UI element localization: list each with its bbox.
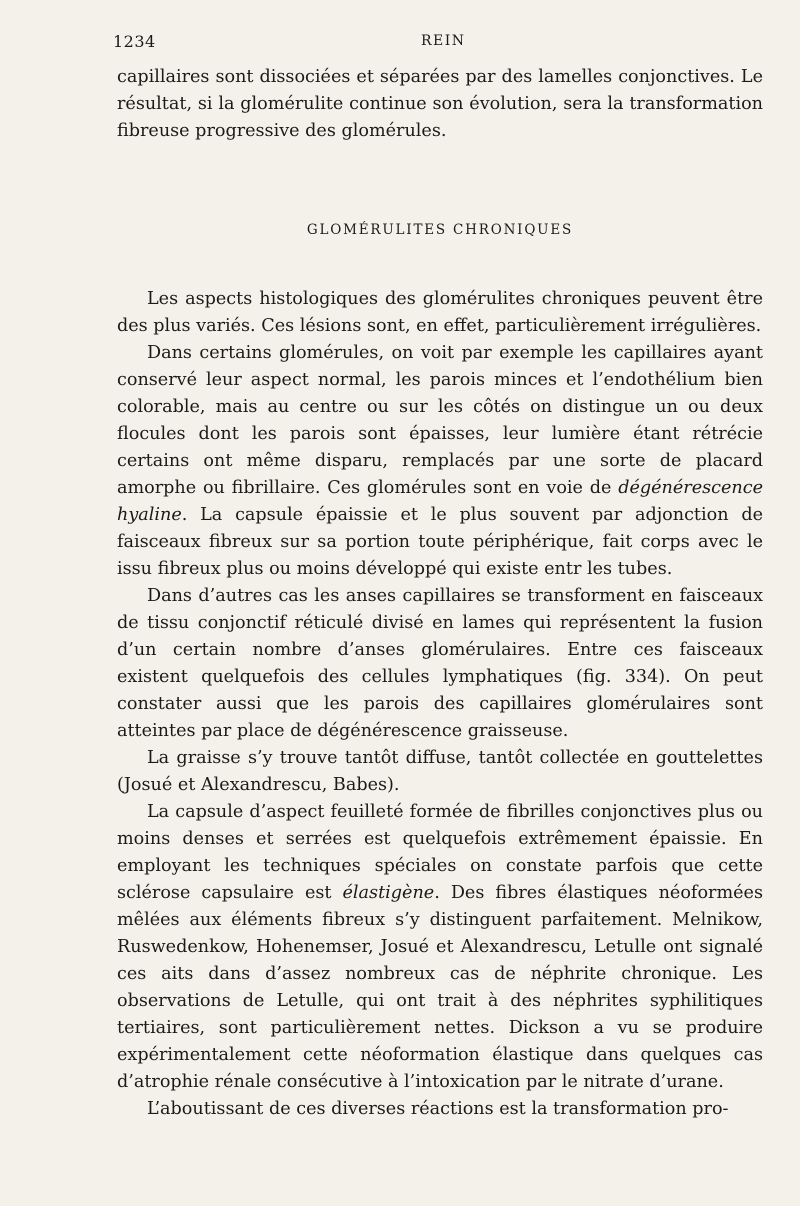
italic-term-hyaline: dégénérescence hyaline [117,478,763,525]
continued-paragraph: capillaires sont dissociées et séparées par des lamelles conjonctives. Le résultat, si la glomérulite continue son évolution, sera la transformation fibreuse progressive des glomérules. [117,67,763,141]
paragraph-conclusion: L’aboutissant de ces diverses réactions est la transformation pro- [147,1099,729,1119]
paragraph-text: . Des fibres élastiques néoformées mêlées aux éléments fibreux s’y distinguent parfaitement. Melnikow, Ruswedenkow, Hohenemser, Josué et Alexandrescu, Letulle ont signalé ces aits dans d’assez nombreux cas de néphrite chronique. Les observations de Letulle, qui ont trait à des néphrites syphilitiques tertiaires, sont particulièrement nettes. Dickson a vu se produire expérimentalement cette néoformation élastique dans quelques cas d’atrophie rénale consécutive à l’intoxication par le nitrate d’urane. [117,883,763,1092]
italic-term-elastigene: élastigène [342,883,435,903]
paragraph-fat: La graisse s’y trouve tantôt diffuse, tantôt collectée en gouttelettes (Josué et Alexandrescu, Babes). [117,748,763,795]
paragraph-text: La capsule d’aspect feuilleté formée de fibrilles conjonctives plus ou moins denses et serrées est quelquefois extrêmement épaissie. En employant les techniques spéciales on constate parfois que cette sclérose capsulaire est [117,802,763,903]
body-text [117,64,763,1123]
paragraph-histological-aspects: Les aspects histologiques des glomérulites chroniques peuvent être des plus variés. Ces lésions sont, en effet, particulièrement irrégulières. [117,289,763,336]
page-header [113,32,763,54]
paragraph-capillary-loops: Dans d’autres cas les anses capillaires se transforment en faisceaux de tissu conjonctif réticulé divisé en lames qui représentent la fusion d’un certain nombre d’anses glomérulaires. Entre ces faisceaux existent quelquefois des cellules lymphatiques (fig. 334). On peut constater aussi que les parois des capillaires glomérulaires sont atteintes par place de dégénérescence graisseuse. [117,586,763,741]
paragraph-capsule [117,799,763,1096]
paragraph-hyaline-degeneration [117,340,763,583]
running-title: REIN [421,33,466,49]
paragraph-text: . La capsule épaissie et le plus souvent par adjonction de faisceaux fibreux sur sa portion toute périphérique, fait corps avec le issu fibreux plus ou moins développé qui existe entr les tubes. [117,505,763,579]
paragraph-text: Dans certains glomérules, on voit par exemple les capillaires ayant conservé leur aspect normal, les parois minces et l’endothélium bien colorable, mais au centre ou sur les côtés on distingue un ou deux flocules dont les parois sont épaisses, leur lumière étant rétrécie certains ont même disparu, remplacés par une sorte de placard amorphe ou fibrillaire. Ces glomérules sont en voie de [117,343,763,498]
section-heading: GLOMÉRULITES CHRONIQUES [306,222,574,238]
page-number: 1234 [113,32,156,51]
